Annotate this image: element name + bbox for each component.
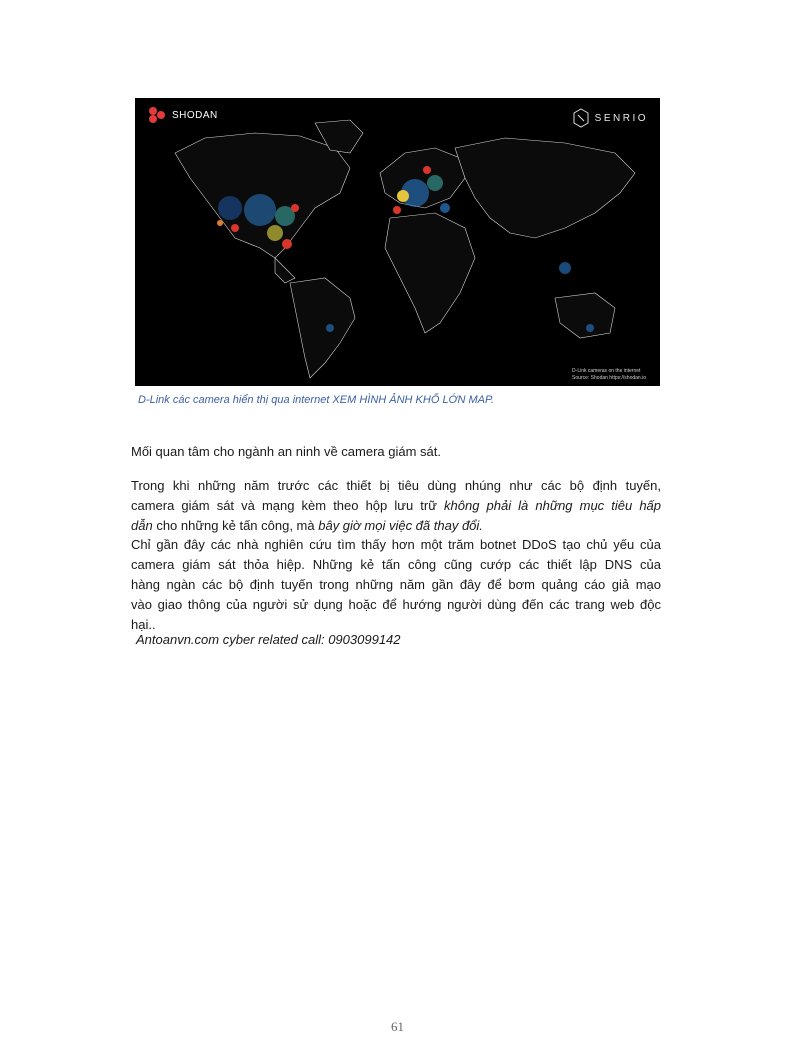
africa-shape [385, 213, 475, 333]
paragraph-1-line [131, 516, 661, 536]
italic-text: bây giờ mọi việc đã thay đổi. [318, 518, 483, 533]
paragraph-1-line: Trong khi những năm trước các thiết bị tiêu dùng nhúng như các bộ định tuyến, [131, 478, 661, 493]
paragraph-2-line: hàng ngàn các bộ định tuyến trong những năm gần đây để bơm quảng cáo giả mạo [131, 577, 661, 592]
asia-shape [455, 138, 635, 238]
italic-text: dẫn [131, 518, 153, 533]
plain-text: cho những kẻ tấn công, mà [152, 518, 319, 533]
shodan-logo [147, 106, 218, 124]
central-america-shape [275, 258, 295, 283]
paragraph-2 [131, 535, 661, 635]
contact-note: Antoanvn.com cyber related call: 0903099142 [136, 632, 401, 647]
paragraph-1 [131, 476, 661, 536]
dlink-world-map-figure [135, 98, 660, 386]
figure-caption: D-Link các camera hiển thị qua internet XEM HÌNH ẢNH KHỔ LỚN MAP. [138, 394, 494, 406]
shodan-icon [147, 106, 167, 124]
world-map-graphic [135, 98, 660, 386]
paragraph-2-line: camera giám sát thỏa hiệp. Những kẻ tấn công cũng cướp các thiết lập DNS của [131, 557, 661, 572]
map-credit-line: D-Link cameras on the internet [572, 368, 641, 374]
senrio-logo [573, 108, 648, 128]
section-heading: Mối quan tâm cho ngành an ninh về camera giám sát. [131, 444, 442, 459]
plain-text: camera giám sát và mạng kèm theo hộp lưu trữ [131, 498, 444, 513]
paragraph-2-line: vào giao thông của người sử dụng hoặc để hướng người dùng đến các trang web độc [131, 597, 661, 612]
senrio-logo-text: SENRIO [594, 112, 648, 124]
map-credit-line: Source: Shodan https://shodan.io [572, 375, 646, 381]
senrio-icon [573, 108, 589, 128]
paragraph-2-line: hại.. [131, 617, 156, 632]
shodan-logo-text: SHODAN [172, 109, 218, 121]
paragraph-2-line: Chỉ gần đây các nhà nghiên cứu tìm thấy hơn một trăm botnet DDoS tạo chủ yếu của [131, 537, 661, 552]
map-credit [572, 368, 646, 382]
page-number: 61 [391, 1019, 404, 1034]
paragraph-1-line [131, 496, 661, 516]
south-america-shape [290, 278, 355, 378]
australia-shape [555, 293, 615, 338]
italic-text: không phải là những mục tiêu hấp [444, 498, 662, 513]
